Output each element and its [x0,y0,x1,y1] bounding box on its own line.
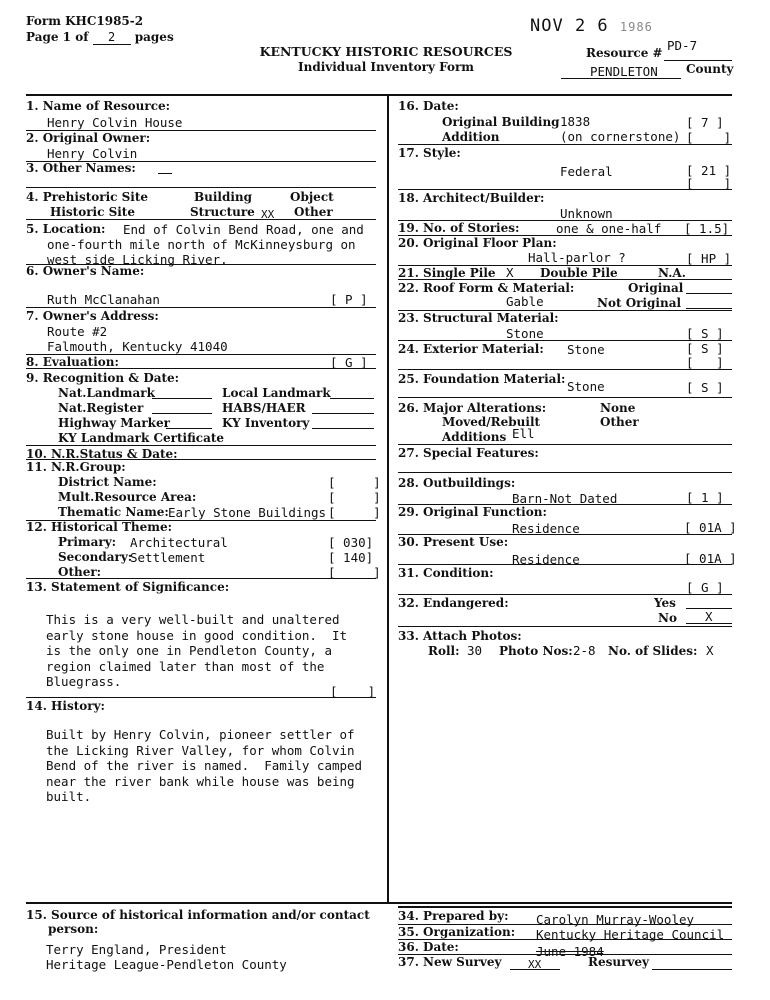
field-26-label: 26. Major Alterations: [398,401,547,415]
mult-resource-bracket: [ ] [328,490,381,505]
resource-number-label: Resource # [586,46,663,60]
bottom-rule [26,902,732,904]
field-33-label: 33. Attach Photos: [398,629,522,643]
field-16-label: 16. Date: [398,99,459,113]
field-4-historic: Historic Site [50,205,135,219]
county-label: County [686,62,734,76]
field-5-label: 5. Location: [26,222,106,236]
date-value: June 1984 [536,944,604,959]
thematic-bracket: [ ] [328,505,381,520]
photo-nos-value: 2-8 [573,643,596,658]
moved-rebuilt-label: Moved/Rebuilt [442,415,541,429]
field-5-line-2: one-fourth mile north of McKinneysburg on [47,237,356,252]
field-5-line-3: west side Licking River. [47,252,228,267]
page-count [26,30,174,45]
alterations-none-label: None [600,401,636,415]
form-title: KENTUCKY HISTORIC RESOURCES [259,44,513,59]
field-7-line-2: Falmouth, Kentucky 41040 [47,339,228,354]
column-divider [387,94,389,902]
nat-register-label: Nat.Register [58,401,144,415]
original-building-value: 1838 [560,114,591,129]
field-13-label: 13. Statement of Significance: [26,580,230,594]
district-bracket: [ ] [328,475,381,490]
floor-plan-value: Hall-parlor ? [528,250,626,265]
field-18-label: 18. Architect/Builder: [398,191,545,205]
slides-value: X [706,643,714,658]
field-2-value: Henry Colvin [47,146,138,161]
exterior-code: [ S ] [686,341,724,356]
double-pile-label: Double Pile [540,266,618,280]
field-36-label: 36. Date: [398,940,459,954]
field-14-label: 14. History: [26,699,105,713]
endangered-no-mark: X [705,609,713,624]
stories-code: [ 1.5] [684,221,730,236]
exterior-code-2: [ ] [686,355,724,370]
page-suffix: pages [134,30,174,44]
field-28-label: 28. Outbuildings: [398,476,516,490]
field-10-label: 10. N.R.Status & Date: [26,447,178,461]
foundation-code: [ S ] [686,380,724,395]
primary-theme-code: [ 030] [328,535,374,550]
field-1-label: 1. Name of Resource: [26,99,171,113]
resurvey-label: Resurvey [588,955,649,969]
field-11-label: 11. N.R.Group: [26,460,126,474]
field-14-text: Built by Henry Colvin, pioneer settler of the Licking River Valley, for whom Colvin Bend of the river is named. Family camped near the river bank while house was being built. [46,727,363,804]
field-20-label: 20. Original Floor Plan: [398,236,557,250]
field-7-line-1: Route #2 [47,324,108,339]
resource-number-value: PD-7 [667,38,698,53]
mult-resource-label: Mult.Resource Area: [58,490,197,504]
field-37-label: 37. New Survey [398,955,502,969]
field-13-text: This is a very well-built and unaltered early stone house in good condition. It is the only one in Pendleton County, a region claimed later than most of the Bluegrass. [46,612,348,689]
outbuildings-value: Barn-Not Dated [512,491,618,506]
field-34-label: 34. Prepared by: [398,909,509,923]
roll-value: 30 [467,643,483,658]
exterior-value: Stone [567,342,605,357]
field-8-code: [ G ] [330,355,368,370]
field-24-label: 24. Exterior Material: [398,342,544,356]
structural-value: Stone [506,326,544,341]
secondary-theme-code: [ 140] [328,550,374,565]
page-prefix: Page 1 of [26,30,89,44]
other-theme-bracket: [ ] [328,565,381,580]
endangered-no-label: No [658,611,677,625]
primary-theme-value: Architectural [130,535,228,550]
field-15-label: 15. Source of historical information and/or contact [26,908,370,922]
ky-inventory-label: KY Inventory [222,416,310,430]
field-6-label: 6. Owner's Name: [26,264,145,278]
field-15-line-1: Terry England, President [46,942,227,957]
secondary-theme-value: Settlement [130,550,206,565]
other-theme-label: Other: [58,565,102,579]
field-31-label: 31. Condition: [398,566,494,580]
field-21-label: 21. Single Pile [398,266,496,280]
field-4-other: Other [294,205,333,219]
original-function-value: Residence [512,521,580,536]
new-survey-mark: XX [528,958,542,971]
condition-code: [ G ] [686,580,724,595]
county-value: PENDLETON [590,64,658,79]
date-stamp-day: NOV 2 6 [530,16,609,36]
field-4-structure-mark: XX [261,208,275,221]
present-use-value: Residence [512,552,580,567]
field-4-prehistoric: 4. Prehistoric Site [26,190,149,204]
date-stamp-year: 1986 [619,20,653,34]
field-4-building: Building [194,190,253,204]
roof-not-original-label: Not Original [597,296,682,310]
alterations-other-label: Other [600,415,639,429]
roll-label: Roll: [428,644,460,658]
field-22-label: 22. Roof Form & Material: [398,281,575,295]
prepared-by-value: Carolyn Murray-Wooley [536,912,695,927]
architect-value: Unknown [560,206,613,221]
roof-original-label: Original [628,281,684,295]
additions-label: Additions [442,430,507,444]
style-code: [ 21 ] [686,163,732,178]
page-total: 2 [93,30,131,45]
slides-label: No. of Slides: [608,644,698,658]
na-label: N.A. [658,266,686,280]
form-subtitle: Individual Inventory Form [297,60,475,74]
field-13-bracket: [ ] [330,684,376,699]
field-35-label: 35. Organization: [398,925,516,939]
field-19-label: 19. No. of Stories: [398,221,520,235]
received-date-stamp [530,16,653,36]
top-rule [26,94,732,96]
style-value: Federal [560,164,613,179]
highway-marker-label: Highway Marker [58,416,170,430]
field-29-label: 29. Original Function: [398,505,547,519]
field-12-label: 12. Historical Theme: [26,520,173,534]
addition-label: Addition [442,130,500,144]
field-6-value: Ruth McClanahan [47,292,160,307]
single-pile-mark: X [506,265,514,280]
foundation-value: Stone [567,379,605,394]
nat-landmark-label: Nat.Landmark [58,386,155,400]
field-4-structure: Structure [190,205,255,219]
form-number: Form KHC1985-2 [26,14,144,28]
organization-value: Kentucky Heritage Council [536,927,725,942]
field-27-label: 27. Special Features: [398,446,539,460]
floor-plan-code: [ HP ] [686,251,732,266]
present-use-code: [ 01A ] [684,551,737,566]
local-landmark-label: Local Landmark [222,386,331,400]
field-15-label-2: person: [48,922,99,936]
style-code-2: [ ] [686,176,732,191]
addition-bracket: [ ] [686,130,732,145]
field-23-label: 23. Structural Material: [398,311,559,325]
thematic-name-value: Early Stone Buildings [168,505,327,520]
field-2-label: 2. Original Owner: [26,131,151,145]
district-name-label: District Name: [58,475,157,489]
original-function-code: [ 01A ] [684,520,737,535]
original-building-label: Original Building [442,115,560,129]
field-30-label: 30. Present Use: [398,535,509,549]
outbuildings-code: [ 1 ] [686,490,724,505]
field-6-code: [ P ] [330,292,368,307]
field-25-label: 25. Foundation Material: [398,372,566,386]
habs-haer-label: HABS/HAER [222,401,306,415]
field-7-label: 7. Owner's Address: [26,309,159,323]
addition-value: (on cornerstone) [560,129,681,144]
field-4-object: Object [290,190,334,204]
additions-value: Ell [512,426,535,441]
ky-landmark-cert-label: KY Landmark Certificate [58,431,225,445]
field-9-label: 9. Recognition & Date: [26,371,180,385]
roof-value: Gable [506,294,544,309]
field-1-value: Henry Colvin House [47,115,183,130]
field-32-label: 32. Endangered: [398,596,509,610]
field-8-label: 8. Evaluation: [26,355,119,369]
endangered-yes-label: Yes [654,596,676,610]
structural-code: [ S ] [686,326,724,341]
photo-nos-label: Photo Nos: [499,644,573,658]
field-3-label: 3. Other Names: [26,161,136,175]
thematic-name-label: Thematic Name: [58,505,169,519]
field-15-line-2: Heritage League-Pendleton County [46,957,287,972]
field-17-label: 17. Style: [398,146,461,160]
original-building-code: [ 7 ] [686,115,724,130]
primary-theme-label: Primary: [58,535,117,549]
secondary-theme-label: Secondary: [58,550,133,564]
stories-value: one & one-half [556,221,662,236]
field-5-line-1: End of Colvin Bend Road, one and [123,222,364,237]
